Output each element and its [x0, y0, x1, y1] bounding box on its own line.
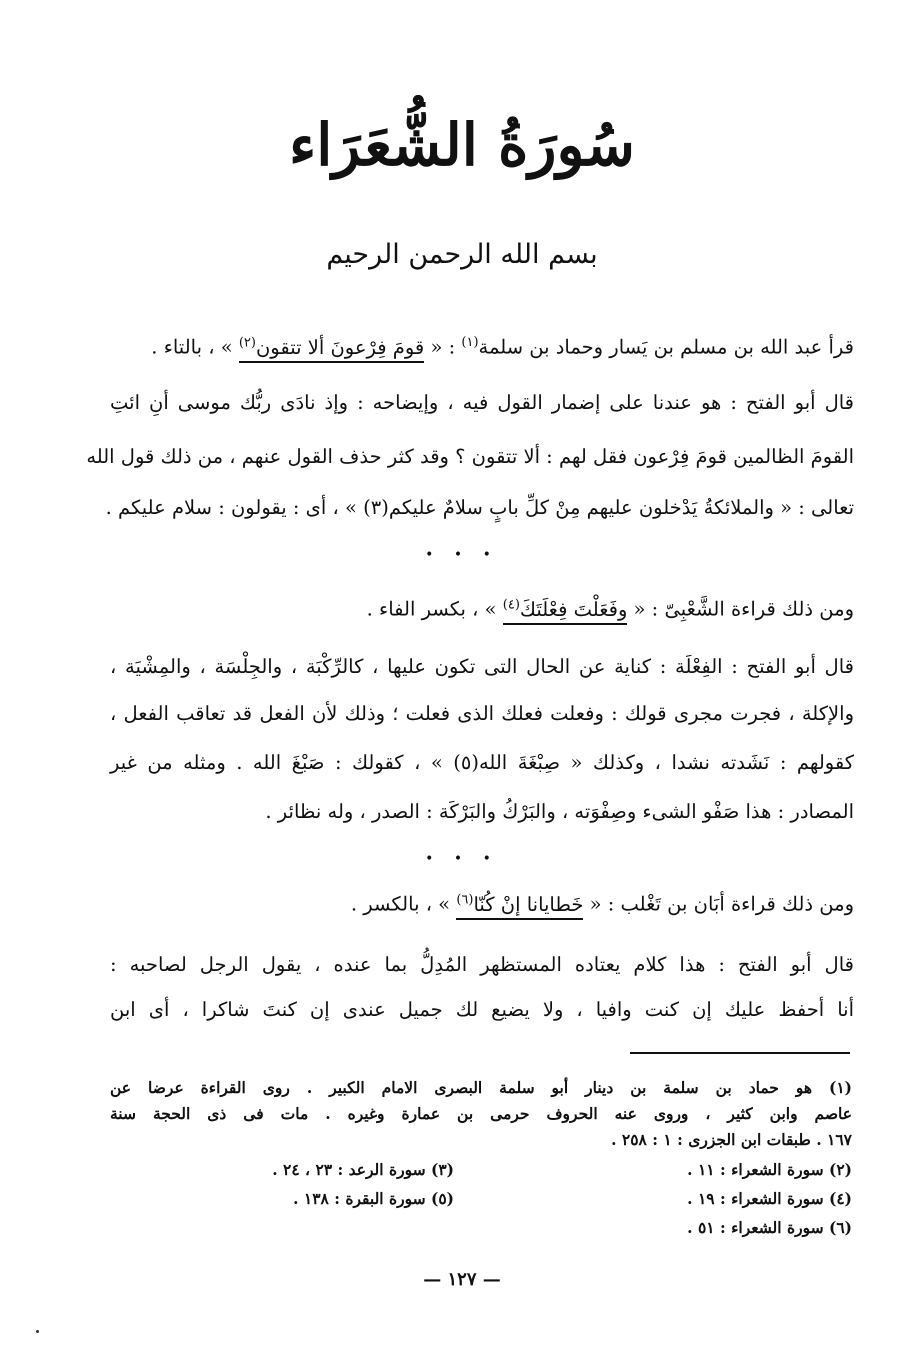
basmala: بسم الله الرحمن الرحيم [326, 239, 598, 270]
quran-quote: قومَ فِرْعونَ ألا تتقون$^{(٢)}$ [239, 336, 424, 363]
reading-line-3: ومن ذلك قراءة أبَان بن تَغْلب : « خَطايانا إنْ كُنّا$^{(٦)}$ » ، بالكسر . [110, 880, 854, 925]
footnote-ref: (٢) [238, 335, 256, 350]
comment-line: قال أبو الفتح : هو عندنا على إضمار القول فيه ، وإيضاحه : وإذ نادَى ربُّك موسى أنِ ائتِ [110, 391, 854, 414]
footnote-ref: (٤) [502, 597, 520, 612]
comment-line: المصادر : هذا صَفْو الشىء وصِفْوَته ، والبَرْكُ والبَرْكَة : الصدر ، وله نظائر . [265, 800, 854, 823]
footnote-ref: (١) [461, 335, 479, 350]
comment-line: القومَ الظالمين قومَ فِرْعون فقل لهم : ألا تتقون ؟ وقد كثر حذف القول عنهم ، من ذلك قول الله [86, 445, 854, 468]
footnote-1-line: (١) هو حماد بن سلمة بن دينار أبو سلمة البصرى الامام الكبير . روى القراءة عرضا عن [110, 1078, 852, 1097]
footnote-6: (٦) سورة الشعراء : ٥١ . [687, 1218, 852, 1237]
scan-speck [36, 1330, 39, 1333]
footnote-3: (٣) سورة الرعد : ٢٣ ، ٢٤ . [272, 1160, 454, 1179]
comment-line: كقولهم : نَشَدته نشدا ، وكذلك « صِبْغَةَ الله(٥) » ، كقولك : صَبْغَ الله . ومثله من غير [110, 751, 854, 774]
footnote-2: (٢) سورة الشعراء : ١١ . [687, 1160, 852, 1179]
footnote-5: (٥) سورة البقرة : ١٣٨ . [293, 1189, 454, 1208]
reading-line-2: ومن ذلك قراءة الشَّعْبِىّ : « وفَعَلْتَ فِعْلَتَكَ$^{(٤)}$ » ، بكسر الفاء . [110, 585, 854, 630]
surah-title: سُورَةُ الشُّعَرَاء [288, 111, 636, 179]
footnote-divider [630, 1052, 850, 1054]
footnote-ref: (٦) [456, 892, 474, 907]
page-number: — ١٢٧ — [423, 1269, 501, 1290]
footnote-4: (٤) سورة الشعراء : ١٩ . [687, 1189, 852, 1208]
comment-line: قال أبو الفتح : هذا كلام يعتاده المستظهر المُدِلُّ بما عنده ، يقول الرجل لصاحبه : [110, 953, 854, 976]
quran-quote: وفَعَلْتَ فِعْلَتَكَ$^{(٤)}$ [503, 598, 628, 625]
section-separator: • • • [425, 547, 499, 563]
comment-line: تعالى : « والملائكةُ يَدْخلون عليهم مِنْ كلِّ بابٍ سلامٌ عليكم(٣) » ، أى : يقولون : سلام عليكم . [105, 496, 854, 519]
quran-quote: خَطايانا إنْ كُنّا$^{(٦)}$ [456, 893, 583, 920]
comment-line: أنا أحفظ عليك إن كنت وافيا ، ولا يضيع لك جميل عندى إن كنتَ شاكرا ، أى ابن [110, 998, 854, 1021]
footnote-1-line: عاصم وابن كثير ، وروى عنه الحروف حرمى بن عمارة وغيره . مات فى ذى الحجة سنة [110, 1104, 852, 1123]
comment-line: والإكلة ، فجرت مجرى قولك : وفعلت فعلك الذى فعلت ؛ وذلك لأن الفعل قد تعاقب الفعل ، [110, 702, 854, 725]
section-separator: • • • [425, 851, 499, 867]
comment-line: قال أبو الفتح : الفِعْلَة : كناية عن الحال التى تكون عليها ، كالرِّكْبَة ، والجِلْسَة ، والمِشْيَة ، [110, 655, 854, 678]
reading-line-1: قرأ عبد الله بن مسلم بن يَسار وحماد بن سلمة$^{(١)}$ : « قومَ فِرْعونَ ألا تتقون$^{(٢)}$ » ، بالتاء . [110, 323, 854, 368]
footnote-1-line: ١٦٧ . طبقات ابن الجزرى : ١ : ٢٥٨ . [611, 1130, 852, 1149]
